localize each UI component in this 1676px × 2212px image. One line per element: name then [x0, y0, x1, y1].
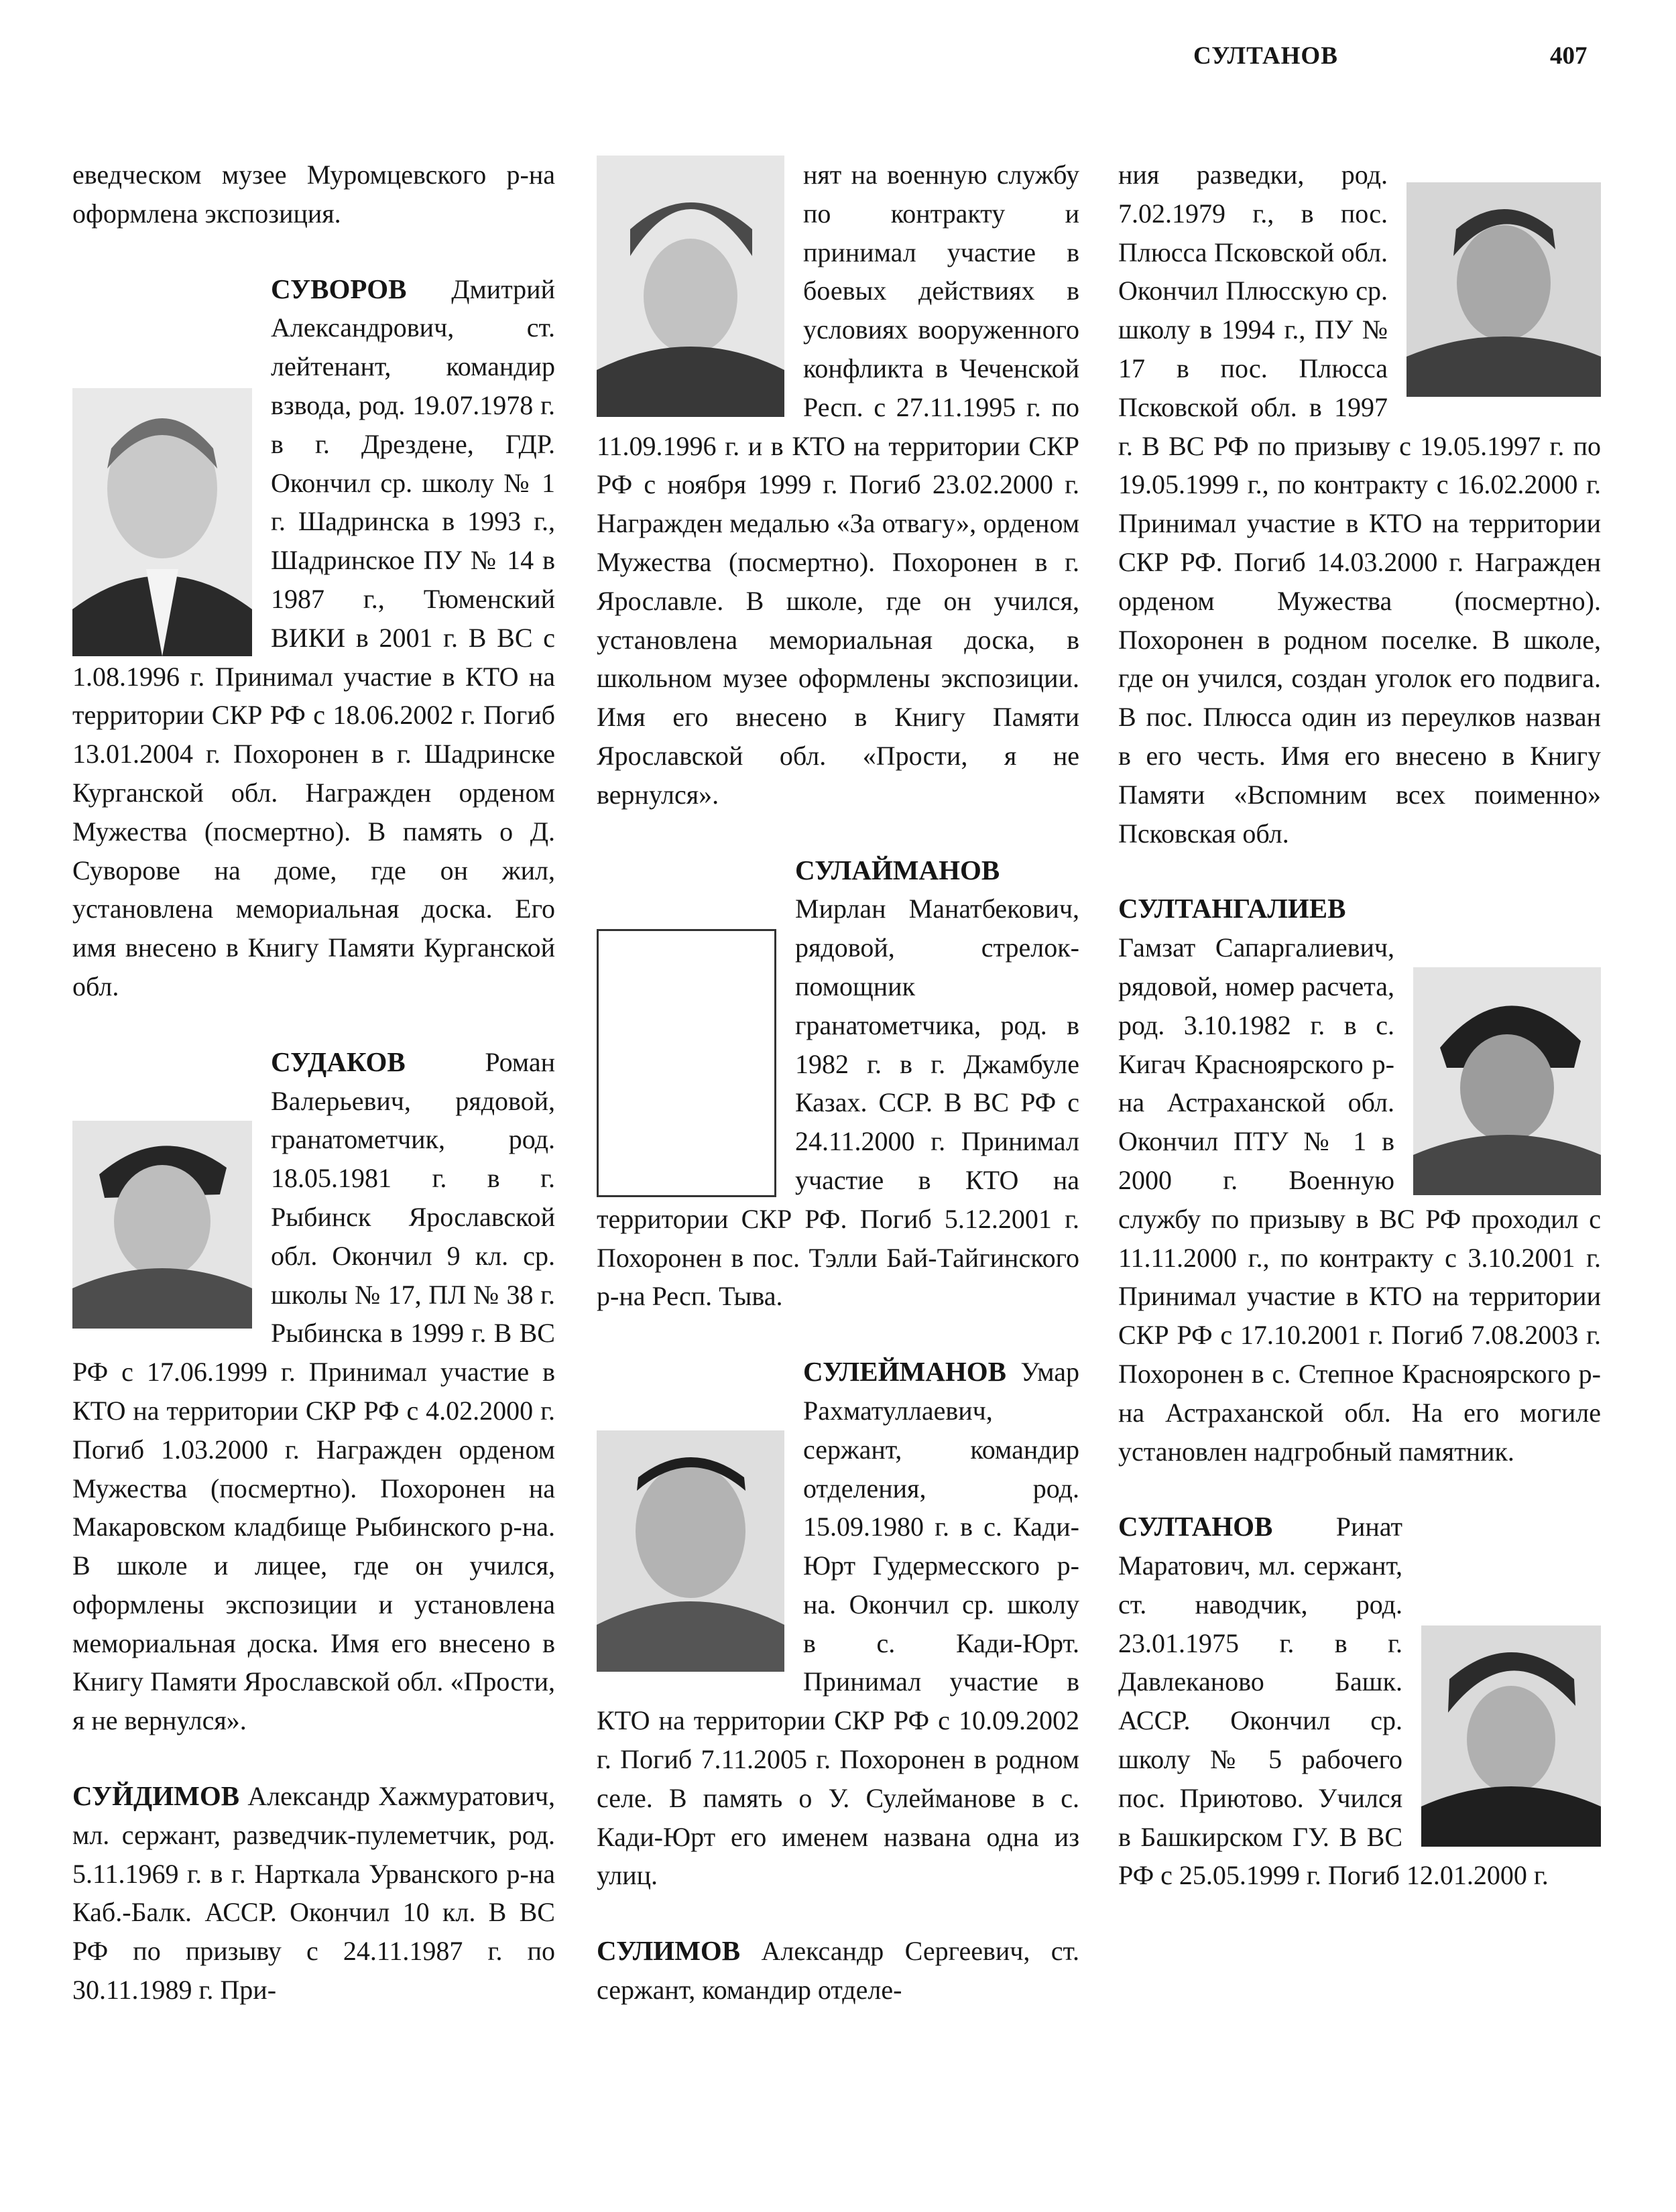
entry-text: Дмитрий Александрович, ст. лейтенант, командир взвода, род. 19.07.1978 г. в г. Дрездене, ГДР. Окончил ср. школу № 1 г. Шадринска в 1993 г., Шадринское ПУ № 14 в 1987 г., Тюменский ВИКИ в 2001 г. В ВС с 1.08.1996 г. Принимал участие в КТО на территории СКР РФ с 18.06.2002 г. Погиб 13.01.2004 г. Похоронен в г. Шадринске Курганской обл. Награжден орденом Мужества (посмертно). В память о Д. Суворове на доме, где он жил, установлена мемориальная доска. Его имя внесено в Книгу Памяти Курганской обл.	[72, 273, 555, 1001]
portrait-photo-suleymanov	[597, 1430, 784, 1672]
portrait-photo	[1406, 182, 1601, 397]
entry-text: ния разведки, род. 7.02.1979 г., в пос. Плюсса Псковской обл. Окончил Плюсскую ср. школу в 1994 г., ПУ № 17 в пос. Плюсса Псковской обл. в 1997 г. В ВС РФ по призыву с 19.05.1997 г. по 19.05.1999 г., по контракту с 16.02.2000 г. Принимал участие в КТО на территории СКР РФ. Погиб 14.03.2000 г. Награжден орденом Мужества (посмертно). Похоронен в родном поселке. В школе, где он учился, создан уголок его подвига. В пос. Плюсса один из переулков назван в его честь. Имя его внесено в Книгу Памяти «Вспомним всех поименно» Псковская обл.	[1118, 160, 1601, 849]
portrait-photo-placeholder	[597, 929, 776, 1197]
entry-continuation	[72, 156, 555, 233]
portrait-photo-suvorov	[72, 388, 252, 656]
entry-text: Мирлан Манатбекович, рядовой, стрелок-помощник гранатометчика, род. в 1982 г. в г. Джамбуле Казах. ССР. В ВС РФ с 24.11.2000 г. Принимал участие в КТО на территории СКР РФ. Погиб 5.12.2001 г. Похоронен в пос. Тэлли Бай-Тайгинского р-на Респ. Тыва.	[597, 894, 1079, 1312]
portrait-photo-sultanov	[1421, 1625, 1601, 1847]
column-3	[1118, 156, 1601, 1932]
column-2	[597, 156, 1079, 2046]
page-number: 407	[1550, 42, 1588, 70]
surname: СУЙДИМОВ	[72, 1780, 240, 1812]
entry-text: Александр Сергеевич, ст. сержант, командир отделе-	[597, 1936, 1079, 2006]
surname: СУЛТАНГАЛИЕВ	[1118, 893, 1346, 924]
entry-suleymanov	[597, 1353, 1079, 1895]
entry-text: Умар Рахматуллаевич, сержант, командир отделения, род. 15.09.1980 г. в с. Кади-Юрт Гудермесского р-на. Окончил ср. школу в с. Кади-Юрт. Принимал участие в КТО на территории СКР РФ с 10.09.2002 г. Погиб 7.11.2005 г. Похоронен в родном селе. В память о У. Сулейманове в с. Кади-Юрт его именем названа одна из улиц.	[597, 1357, 1079, 1891]
entry-text: Ринат Маратович, мл. сержант, ст. наводчик, род. 23.01.1975 г. в г. Давлеканово Башк. АССР. Окончил ср. школу № 5 рабочего пос. Приютово. Учился в Башкирском ГУ. В ВС РФ с 25.05.1999 г. Погиб 12.01.2000 г.	[1118, 1512, 1549, 1891]
entry-text: Александр Хажмуратович, мл. сержант, разведчик-пулеметчик, род. 5.11.1969 г. в г. Нарткала Урванского р-на Каб.-Балк. АССР. Окончил 10 кл. В ВС РФ по призыву с 24.11.1987 г. по 30.11.1989 г. При-	[72, 1781, 555, 2006]
entry-text: Роман Валерьевич, рядовой, гранатометчик, род. 18.05.1981 г. в г. Рыбинск Ярославской обл. Окончил 9 кл. ср. школы № 17, ПЛ № 38 г. Рыбинска в 1999 г. В ВС РФ с 17.06.1999 г. Принимал участие в КТО на территории СКР РФ с 4.02.2000 г. Погиб 1.03.2000 г. Награжден орденом Мужества (посмертно). Похоронен на Макаровском кладбище Рыбинского р-на. В школе и лицее, где он учился, оформлены экспозиции и установлена мемориальная доска. Имя его внесено в Книгу Памяти Ярославской обл. «Прости, я не вернулся».	[72, 1046, 555, 1736]
entry-sudakov	[72, 1043, 555, 1740]
surname: СУДАКОВ	[271, 1046, 406, 1077]
surname: СУЛАЙМАНОВ	[795, 854, 1000, 885]
entry-sulimov	[597, 1932, 1079, 2010]
entry-text: нят на военную службу по контракту и принимал участие в боевых действиях в условиях вооруженного конфликта в Чеченской Респ. с 27.11.1995 г. по 11.09.1996 г. и в КТО на территории СКР РФ с ноября 1999 г. Погиб 23.02.2000 г. Награжден медалью «За отвагу», орденом Мужества (посмертно). Похоронен в г. Ярославле. В школе, где он учился, установлена мемориальная доска, в школьном музее оформлены экспозиции. Имя его внесено в Книгу Памяти Ярославской обл. «Прости, я не вернулся».	[597, 160, 1079, 810]
running-head: СУЛТАНОВ	[1193, 42, 1338, 70]
portrait-photo-sudakov	[72, 1121, 252, 1329]
portrait-photo-sultangaliev	[1413, 967, 1601, 1195]
entry-continuation	[1118, 156, 1601, 853]
entry-suydimov	[72, 1777, 555, 2010]
entry-sulaymanov	[597, 851, 1079, 1316]
portrait-photo	[597, 156, 784, 417]
surname: СУЛЕЙМАНОВ	[803, 1356, 1006, 1388]
entry-sultanov	[1118, 1508, 1601, 1895]
surname: СУЛИМОВ	[597, 1935, 741, 1967]
surname: СУВОРОВ	[271, 273, 407, 304]
entry-sultangaliev	[1118, 889, 1601, 1471]
entry-text: Гамзат Сапаргалиевич, рядовой, номер расчета, род. 3.10.1982 г. в с. Кигач Красноярского р-на Астраханской обл. Окончил ПТУ № 1 в 2000 г. Военную службу по призыву в ВС РФ проходил с 11.11.2000 г., по контракту с 3.10.2001 г. Принимал участие в КТО на территории СКР РФ с 17.10.2001 г. Погиб 7.08.2003 г. Похоронен в с. Степное Красноярского р-на Астраханской обл. На его могиле установлен надгробный памятник.	[1118, 932, 1601, 1467]
surname: СУЛТАНОВ	[1118, 1511, 1273, 1542]
entry-suvorov	[72, 270, 555, 1006]
entry-text: еведческом музее Муромцевского р-на оформлена экспозиция.	[72, 160, 555, 229]
column-1	[72, 156, 555, 2046]
entry-continuation	[597, 156, 1079, 814]
